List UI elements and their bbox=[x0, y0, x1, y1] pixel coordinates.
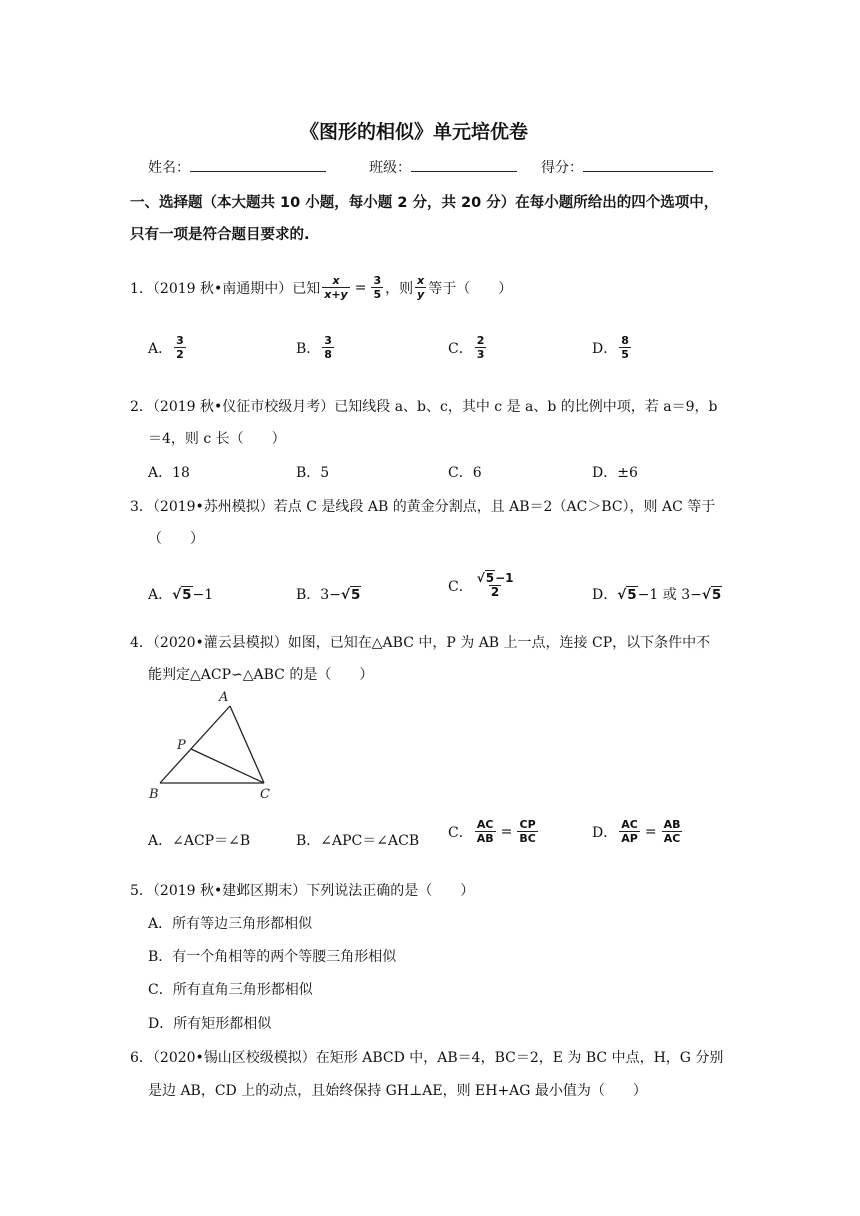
q2-option-a: A．18 bbox=[148, 465, 190, 481]
side-ab bbox=[160, 706, 230, 783]
q3-option-d: D．√5−1 或 3−√5 bbox=[592, 587, 722, 603]
score-label: 得分： bbox=[541, 160, 583, 176]
q4-option-b: B．∠APC＝∠ACB bbox=[296, 833, 420, 849]
q1-fraction-x-over-y: $\frac{x}{y}$ bbox=[417, 274, 425, 301]
question-5-line1: 5．（2019 秋•建邺区期末）下列说法正确的是（ ） bbox=[130, 883, 475, 899]
q1-equals: = bbox=[354, 279, 367, 296]
q3-option-c: C． $\frac{√5-1}{2}$ bbox=[448, 571, 514, 599]
q5-option-a: A．所有等边三角形都相似 bbox=[148, 916, 313, 932]
question-6-line1: 6．（2020•锡山区校级模拟）在矩形 ABCD 中，AB＝4，BC＝2，E 为 BC 中点，H，G 分别 bbox=[130, 1050, 724, 1066]
q5-option-c: C．所有直角三角形都相似 bbox=[148, 982, 313, 998]
triangle-figure bbox=[140, 686, 290, 806]
question-3-line2: （ ） bbox=[148, 531, 204, 547]
q4-option-c: C． $\frac{AC}{AB}$ = $\frac{CP}{BC}$ bbox=[448, 818, 536, 845]
q4-option-a: A．∠ACP＝∠B bbox=[148, 833, 251, 849]
name-field bbox=[148, 157, 326, 177]
q1-option-b: B． $\frac{3}{8}$ bbox=[296, 334, 332, 361]
q3-option-a: A．√5−1 bbox=[148, 587, 214, 603]
vertex-label-b: B bbox=[149, 787, 159, 802]
segment-cp bbox=[191, 749, 264, 783]
section-heading-line2: 只有一项是符合题目要求的. bbox=[130, 227, 310, 243]
score-field bbox=[541, 157, 713, 177]
q1-text-a: 1．（2019 秋•南通期中）已知 bbox=[130, 280, 321, 297]
side-ac bbox=[230, 706, 264, 783]
q1-option-d: D． $\frac{8}{5}$ bbox=[592, 334, 629, 361]
class-field bbox=[369, 157, 517, 177]
vertex-label-a: A bbox=[219, 690, 229, 705]
q2-option-d: D．±6 bbox=[592, 465, 638, 481]
section-heading-line1: 一、选择题（本大题共 10 小题，每小题 2 分，共 20 分）在每小题所给出的四个选项中， bbox=[130, 195, 719, 211]
question-6-line2: 是边 AB，CD 上的动点，且始终保持 GH⊥AE，则 EH+AG 最小值为（ ） bbox=[148, 1083, 647, 1099]
q1-text-b: ，则 bbox=[385, 280, 414, 297]
question-4-line2: 能判定△ACP∽△ABC 的是（ ） bbox=[148, 667, 374, 683]
class-label: 班级： bbox=[369, 160, 411, 176]
vertex-label-c: C bbox=[260, 787, 270, 802]
question-3-line1: 3．（2019•苏州模拟）若点 C 是线段 AB 的黄金分割点，且 AB＝2（AC＞BC），则 AC 等于 bbox=[130, 499, 716, 515]
q3-option-b: B．3−√5 bbox=[296, 587, 361, 603]
q2-option-b: B．5 bbox=[296, 465, 330, 481]
q5-option-b: B．有一个角相等的两个等腰三角形相似 bbox=[148, 949, 397, 965]
name-label: 姓名： bbox=[148, 160, 190, 176]
question-2-line2: ＝4，则 c 长（ ） bbox=[148, 431, 286, 447]
vertex-label-p: P bbox=[177, 738, 186, 753]
q4-option-d: D． $\frac{AC}{AP}$ = $\frac{AB}{AC}$ bbox=[592, 818, 681, 845]
page-title: 《图形的相似》单元培优卷 bbox=[300, 121, 529, 143]
question-1-stem bbox=[130, 274, 512, 301]
q1-fraction-x-over-xy: $\frac{x}{x+y}$ bbox=[324, 274, 348, 301]
q1-option-c: C． $\frac{2}{3}$ bbox=[448, 334, 485, 361]
q1-text-c: 等于（ ） bbox=[428, 280, 513, 297]
question-2-line1: 2．（2019 秋•仪征市校级月考）已知线段 a、b、c，其中 c 是 a、b 的比例中项，若 a＝9，b bbox=[130, 399, 718, 415]
q1-fraction-3-5: $\frac{3}{5}$ bbox=[373, 274, 382, 301]
name-blank bbox=[190, 159, 326, 172]
q5-option-d: D．所有矩形都相似 bbox=[148, 1016, 272, 1032]
q1-option-a: A． $\frac{3}{2}$ bbox=[148, 334, 184, 361]
q2-option-c: C．6 bbox=[448, 465, 482, 481]
class-blank bbox=[411, 159, 517, 172]
score-blank bbox=[583, 159, 713, 172]
question-4-line1: 4．（2020•灌云县模拟）如图，已知在△ABC 中，P 为 AB 上一点，连接 CP，以下条件中不 bbox=[130, 635, 711, 651]
